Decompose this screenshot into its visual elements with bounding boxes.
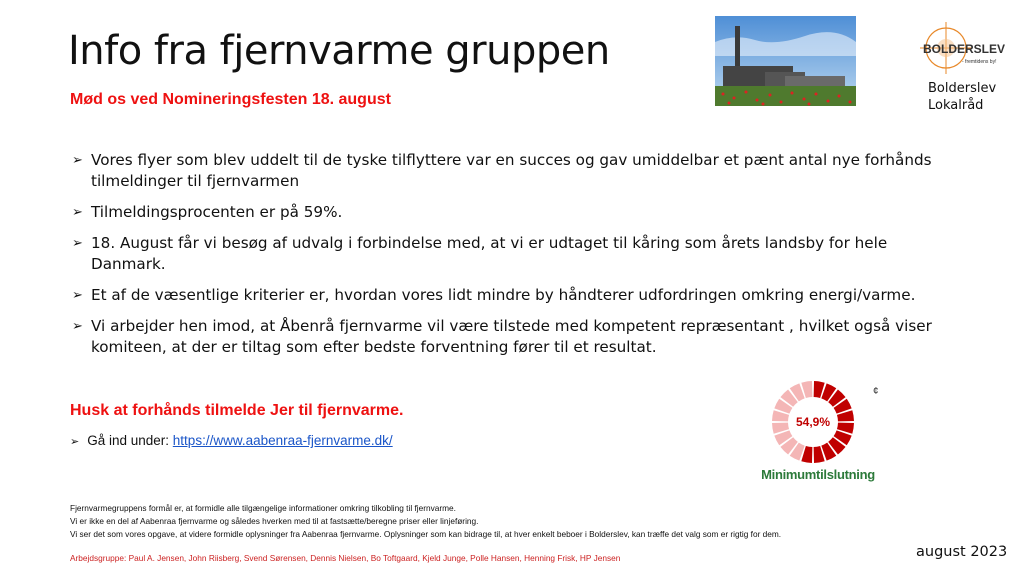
go-to-link-line xyxy=(70,433,393,448)
stray-mark: ¢ xyxy=(873,386,879,397)
bullet-item xyxy=(72,285,952,306)
signup-reminder-heading: Husk at forhånds tilmelde Jer til fjernvarme. xyxy=(70,402,404,419)
footnote-line: Vi er ikke en del af Aabenraa fjernvarme og således hverken med til at fastsætte/beregne priser eller linjeføring. xyxy=(70,516,479,526)
bullet-item xyxy=(72,233,952,275)
organization-name xyxy=(928,80,996,114)
bullet-item xyxy=(72,202,952,223)
workgroup-members: Arbejdsgruppe: Paul A. Jensen, John Riisberg, Svend Sørensen, Dennis Nielsen, Bo Toftgaard, Kjeld Junge, Polle Hansen, Henning Frisk, HP Jensen xyxy=(70,553,621,563)
footnotes xyxy=(70,502,781,541)
arrow-bullet-icon: ➢ xyxy=(72,153,83,168)
date-label: august 2023 xyxy=(916,544,1008,560)
arrow-bullet-icon: ➢ xyxy=(72,236,83,251)
org-name-line2: Lokalråd xyxy=(928,98,984,113)
bullet-text: Vi arbejder hen imod, at Åbenrå fjernvarme vil være tilstede med kompetent repræsentant , hvilket også viser komiteen, at der er tiltag som efter bedste forventning fører til et resultat. xyxy=(91,317,932,356)
footnote-line: Vi ser det som vores opgave, at videre formidle oplysninger fra Aabenraa fjernvarme. Oplysninger som kan bidrage til, at hver enkelt beboer i Bolderslev, kan træffe det valg som er rigtig for dem. xyxy=(70,529,782,539)
bullet-text: 18. August får vi besøg af udvalg i forbindelse med, at vi er udtaget til kåring som årets landsby for hele Danmark. xyxy=(91,234,888,273)
bullet-item xyxy=(72,316,952,358)
gauge-value-label: 54,9% xyxy=(795,415,831,429)
fjernvarme-website-link[interactable]: https://www.aabenraa-fjernvarme.dk/ xyxy=(172,433,393,448)
gauge-caption: Minimumtilslutning xyxy=(761,467,875,482)
bullet-list xyxy=(72,150,952,368)
arrow-bullet-icon: ➢ xyxy=(72,205,83,220)
arrow-bullet-icon: ➢ xyxy=(72,319,83,334)
power-plant-photo xyxy=(715,16,856,106)
go-text: Gå ind under: xyxy=(87,433,170,448)
svg-text:- fremtidens by!: - fremtidens by! xyxy=(962,59,997,65)
svg-text:BOLDERSLEV: BOLDERSLEV xyxy=(923,42,1006,56)
arrow-bullet-icon: ➢ xyxy=(70,436,80,448)
bullet-text: Et af de væsentlige kriterier er, hvordan vores lidt mindre by håndterer udfordringen omkring energi/varme. xyxy=(91,286,916,304)
arrow-bullet-icon: ➢ xyxy=(72,288,83,303)
org-name-line1: Bolderslev xyxy=(928,81,997,96)
event-subtitle: Mød os ved Nomineringsfesten 18. august xyxy=(70,91,391,108)
bullet-text: Tilmeldingsprocenten er på 59%. xyxy=(91,203,343,221)
footnote-line: Fjernvarmegruppens formål er, at formidle alle tilgængelige informationer omkring tilkobling til fjernvarme. xyxy=(70,503,456,513)
page-title: Info fra fjernvarme gruppen xyxy=(68,28,610,74)
bullet-item xyxy=(72,150,952,192)
bolderslev-logo xyxy=(918,20,1008,82)
bullet-text: Vores flyer som blev uddelt til de tyske tilflyttere var en succes og gav umiddelbar et pænt antal nye forhånds tilmeldinger til fjernvarmen xyxy=(91,151,932,190)
